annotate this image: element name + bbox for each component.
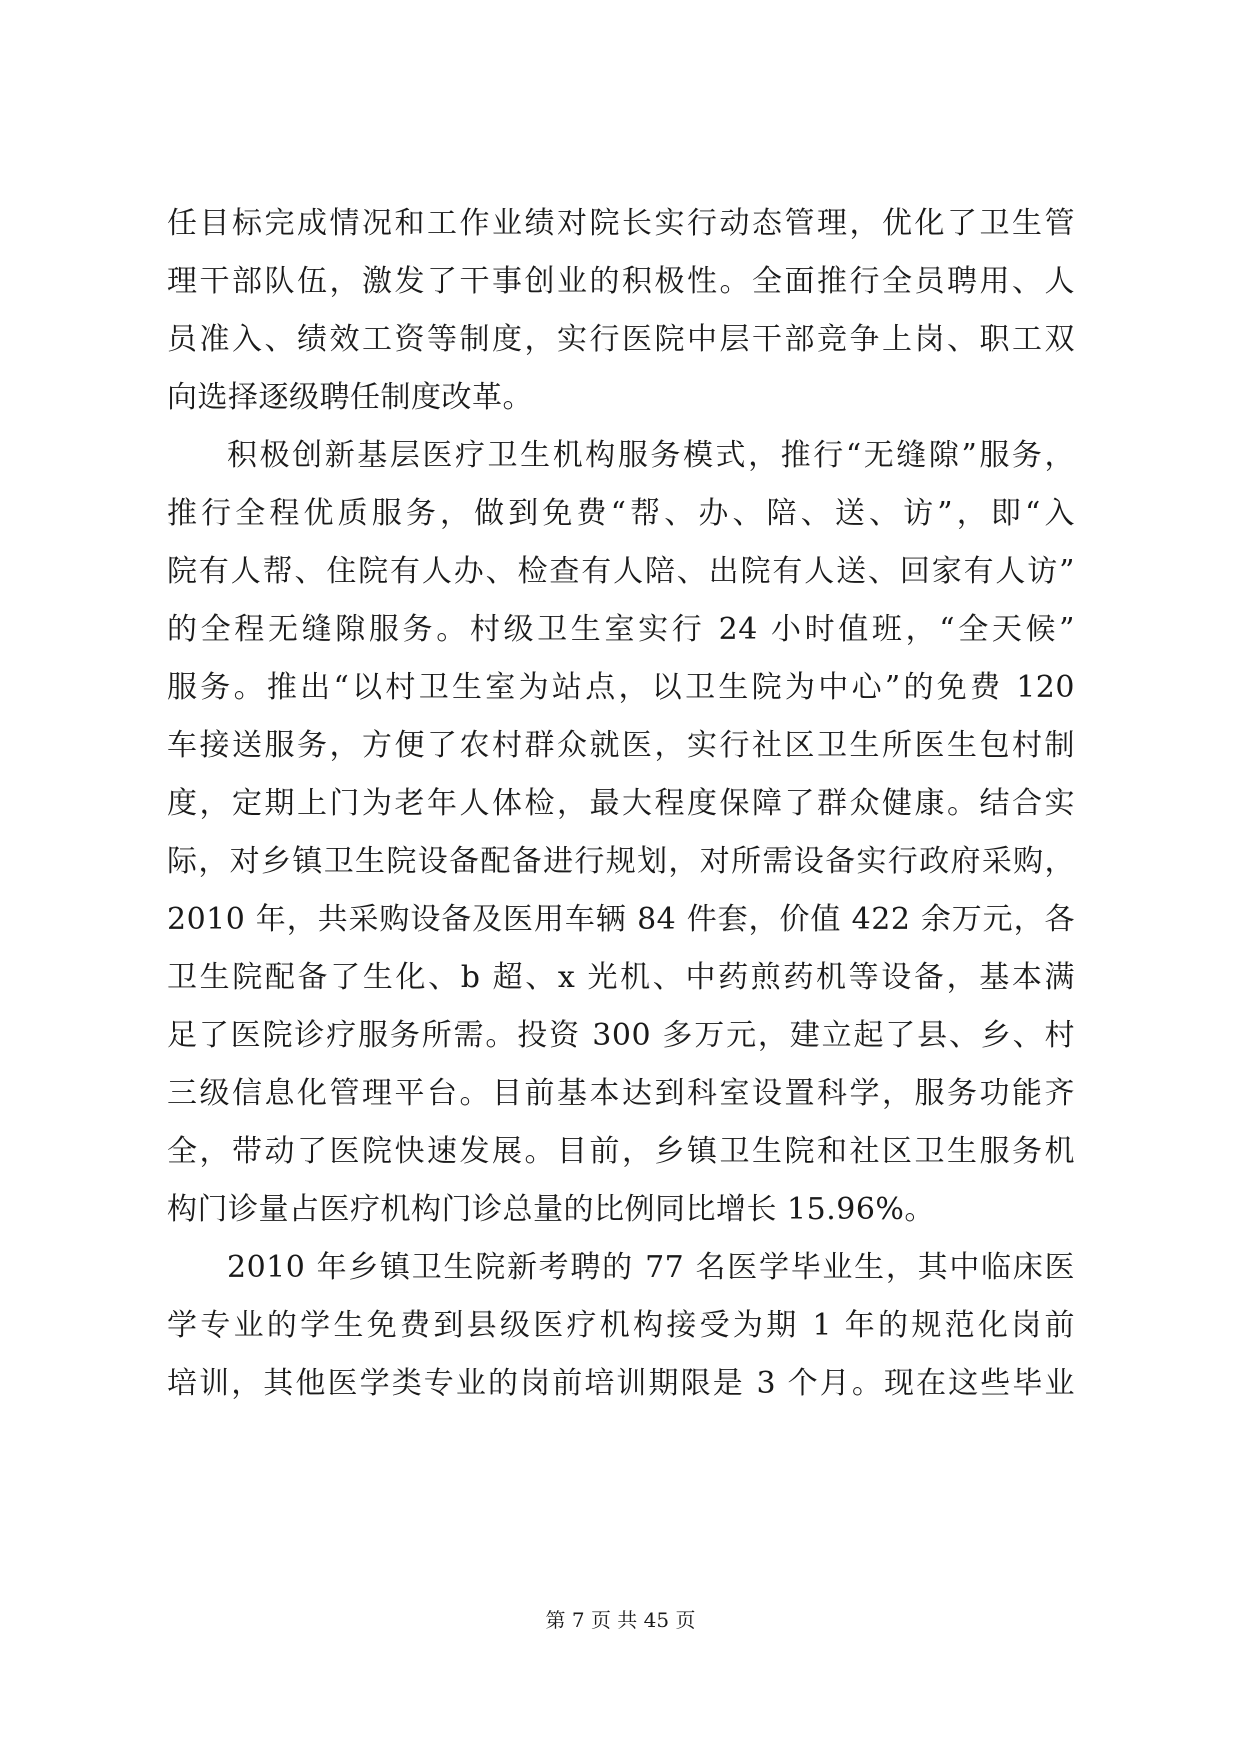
paragraph-first-line: 积极创新基层医疗卫生机构服务模式，推行“无缝隙”服务， (227, 438, 1075, 473)
body-text-line: 全，带动了医院快速发展。目前，乡镇卫生院和社区卫生服务机 (167, 1134, 1075, 1169)
body-text-line: 度，定期上门为老年人体检，最大程度保障了群众健康。结合实 (167, 786, 1075, 821)
body-text-line: 的全程无缝隙服务。村级卫生室实行 24 小时值班，“全天候” (167, 612, 1075, 647)
body-text-line: 推行全程优质服务，做到免费“帮、办、陪、送、访”，即“入 (167, 496, 1075, 531)
body-text-line: 构门诊量占医疗机构门诊总量的比例同比增长 15.96%。 (167, 1192, 935, 1227)
body-text-line: 学专业的学生免费到县级医疗机构接受为期 1 年的规范化岗前 (167, 1308, 1075, 1343)
body-text-line: 员准入、绩效工资等制度，实行医院中层干部竞争上岗、职工双 (167, 322, 1075, 357)
body-text-line: 车接送服务，方便了农村群众就医，实行社区卫生所医生包村制 (167, 728, 1075, 763)
body-text-line: 院有人帮、住院有人办、检查有人陪、出院有人送、回家有人访” (167, 554, 1075, 589)
body-text-line: 理干部队伍，激发了干事创业的积极性。全面推行全员聘用、人 (167, 264, 1075, 299)
body-text-line: 向选择逐级聘任制度改革。 (167, 380, 533, 415)
body-text-line: 卫生院配备了生化、b 超、x 光机、中药煎药机等设备，基本满 (167, 960, 1075, 995)
body-text-line: 2010 年，共采购设备及医用车辆 84 件套，价值 422 余万元，各 (167, 902, 1075, 937)
body-text-line: 际，对乡镇卫生院设备配备进行规划，对所需设备实行政府采购， (167, 844, 1075, 879)
paragraph-first-line: 2010 年乡镇卫生院新考聘的 77 名医学毕业生，其中临床医 (227, 1250, 1075, 1285)
page-number-footer: 第 7 页 共 45 页 (545, 1608, 696, 1632)
body-text-line: 培训，其他医学类专业的岗前培训期限是 3 个月。现在这些毕业 (167, 1366, 1075, 1401)
body-text-line: 服务。推出“以村卫生室为站点，以卫生院为中心”的免费 120 (167, 670, 1075, 705)
body-text-line: 任目标完成情况和工作业绩对院长实行动态管理，优化了卫生管 (167, 206, 1075, 241)
body-text-line: 足了医院诊疗服务所需。投资 300 多万元，建立起了县、乡、村 (167, 1018, 1075, 1053)
body-text-line: 三级信息化管理平台。目前基本达到科室设置科学，服务功能齐 (167, 1076, 1075, 1111)
